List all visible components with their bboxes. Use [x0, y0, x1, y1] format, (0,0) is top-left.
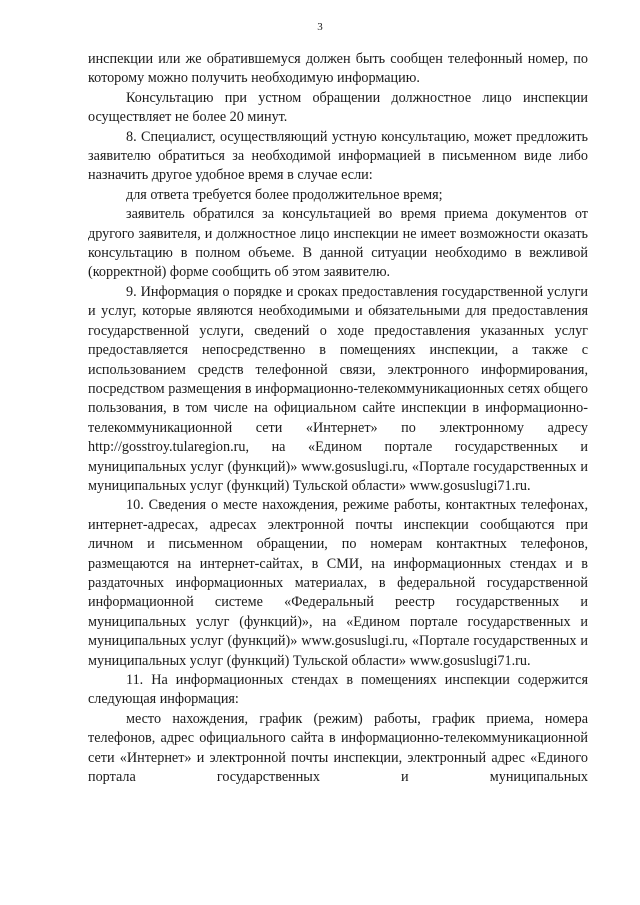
document-body — [88, 50, 588, 787]
paragraph-item-9: 9. Информация о порядке и сроках предоставления государственной услуги и услуг, которые являются необходимыми и обязательными для предоставления государственной услуги, сведений о ходе предоставления указанных услуг предоставляется непосредственно в помещениях инспекции, а также с использованием средств телефонной связи, электронного информирования, посредством размещения в информационно-телекоммуникационных сетях общего пользования, в том числе на официальном сайте инспекции в информационно-телекоммуникационной сети «Интернет» по электронному адресу http://gosstroy.tularegion.ru, на «Едином портале государственных и муниципальных услуг (функций)» www.gosuslugi.ru, «Портале государственных и муниципальных услуг (функций) Тульской области» www.gosuslugi71.ru. — [88, 283, 588, 494]
paragraph-continuation: инспекции или же обратившемуся должен быть сообщен телефонный номер, по которому можно получить необходимую информацию. — [88, 51, 588, 87]
paragraph-item-11: 11. На информационных стендах в помещениях инспекции содержится следующая информация: — [88, 672, 588, 708]
paragraph-item-8-case-1: для ответа требуется более продолжительное время; — [126, 186, 443, 203]
paragraph-item-11-list: место нахождения, график (режим) работы, график приема, номера телефонов, адрес официального сайта в информационно-телекоммуникационной сети «Интернет» и электронной почты инспекции, электронный адрес «Единого портала государственных и муниципальных — [88, 710, 588, 786]
paragraph-item-8: 8. Специалист, осуществляющий устную консультацию, может предложить заявителю обратиться за необходимой информацией в письменном виде либо назначить другое удобное время в случае если: — [88, 128, 588, 184]
paragraph-item-8-case-2: заявитель обратился за консультацией во время приема документов от другого заявителя, и должностное лицо инспекции не имеет возможности оказать консультацию в полном объеме. В данной ситуации необходимо в вежливой (корректной) форме сообщить об этом заявителю. — [88, 206, 588, 281]
paragraph-consultation-time: Консультацию при устном обращении должностное лицо инспекции осуществляет не более 20 минут. — [88, 89, 588, 126]
paragraph-item-10: 10. Сведения о месте нахождения, режиме работы, контактных телефонах, интернет-адресах, адресах электронной почты инспекции сообщаются при личном и письменном обращении, по номерам контактных телефонов, размещаются на интернет-сайтах, в СМИ, на информационных стендах и в раздаточных информационных материалах, в федеральной государственной информационной системе «Федеральный реестр государственных и муниципальных услуг (функций)», на «Едином портале государственных и муниципальных услуг (функций)» www.gosuslugi.ru, «Портале государственных и муниципальных услуг (функций) Тульской области» www.gosuslugi71.ru. — [88, 497, 588, 669]
page-number: 3 — [317, 21, 323, 33]
